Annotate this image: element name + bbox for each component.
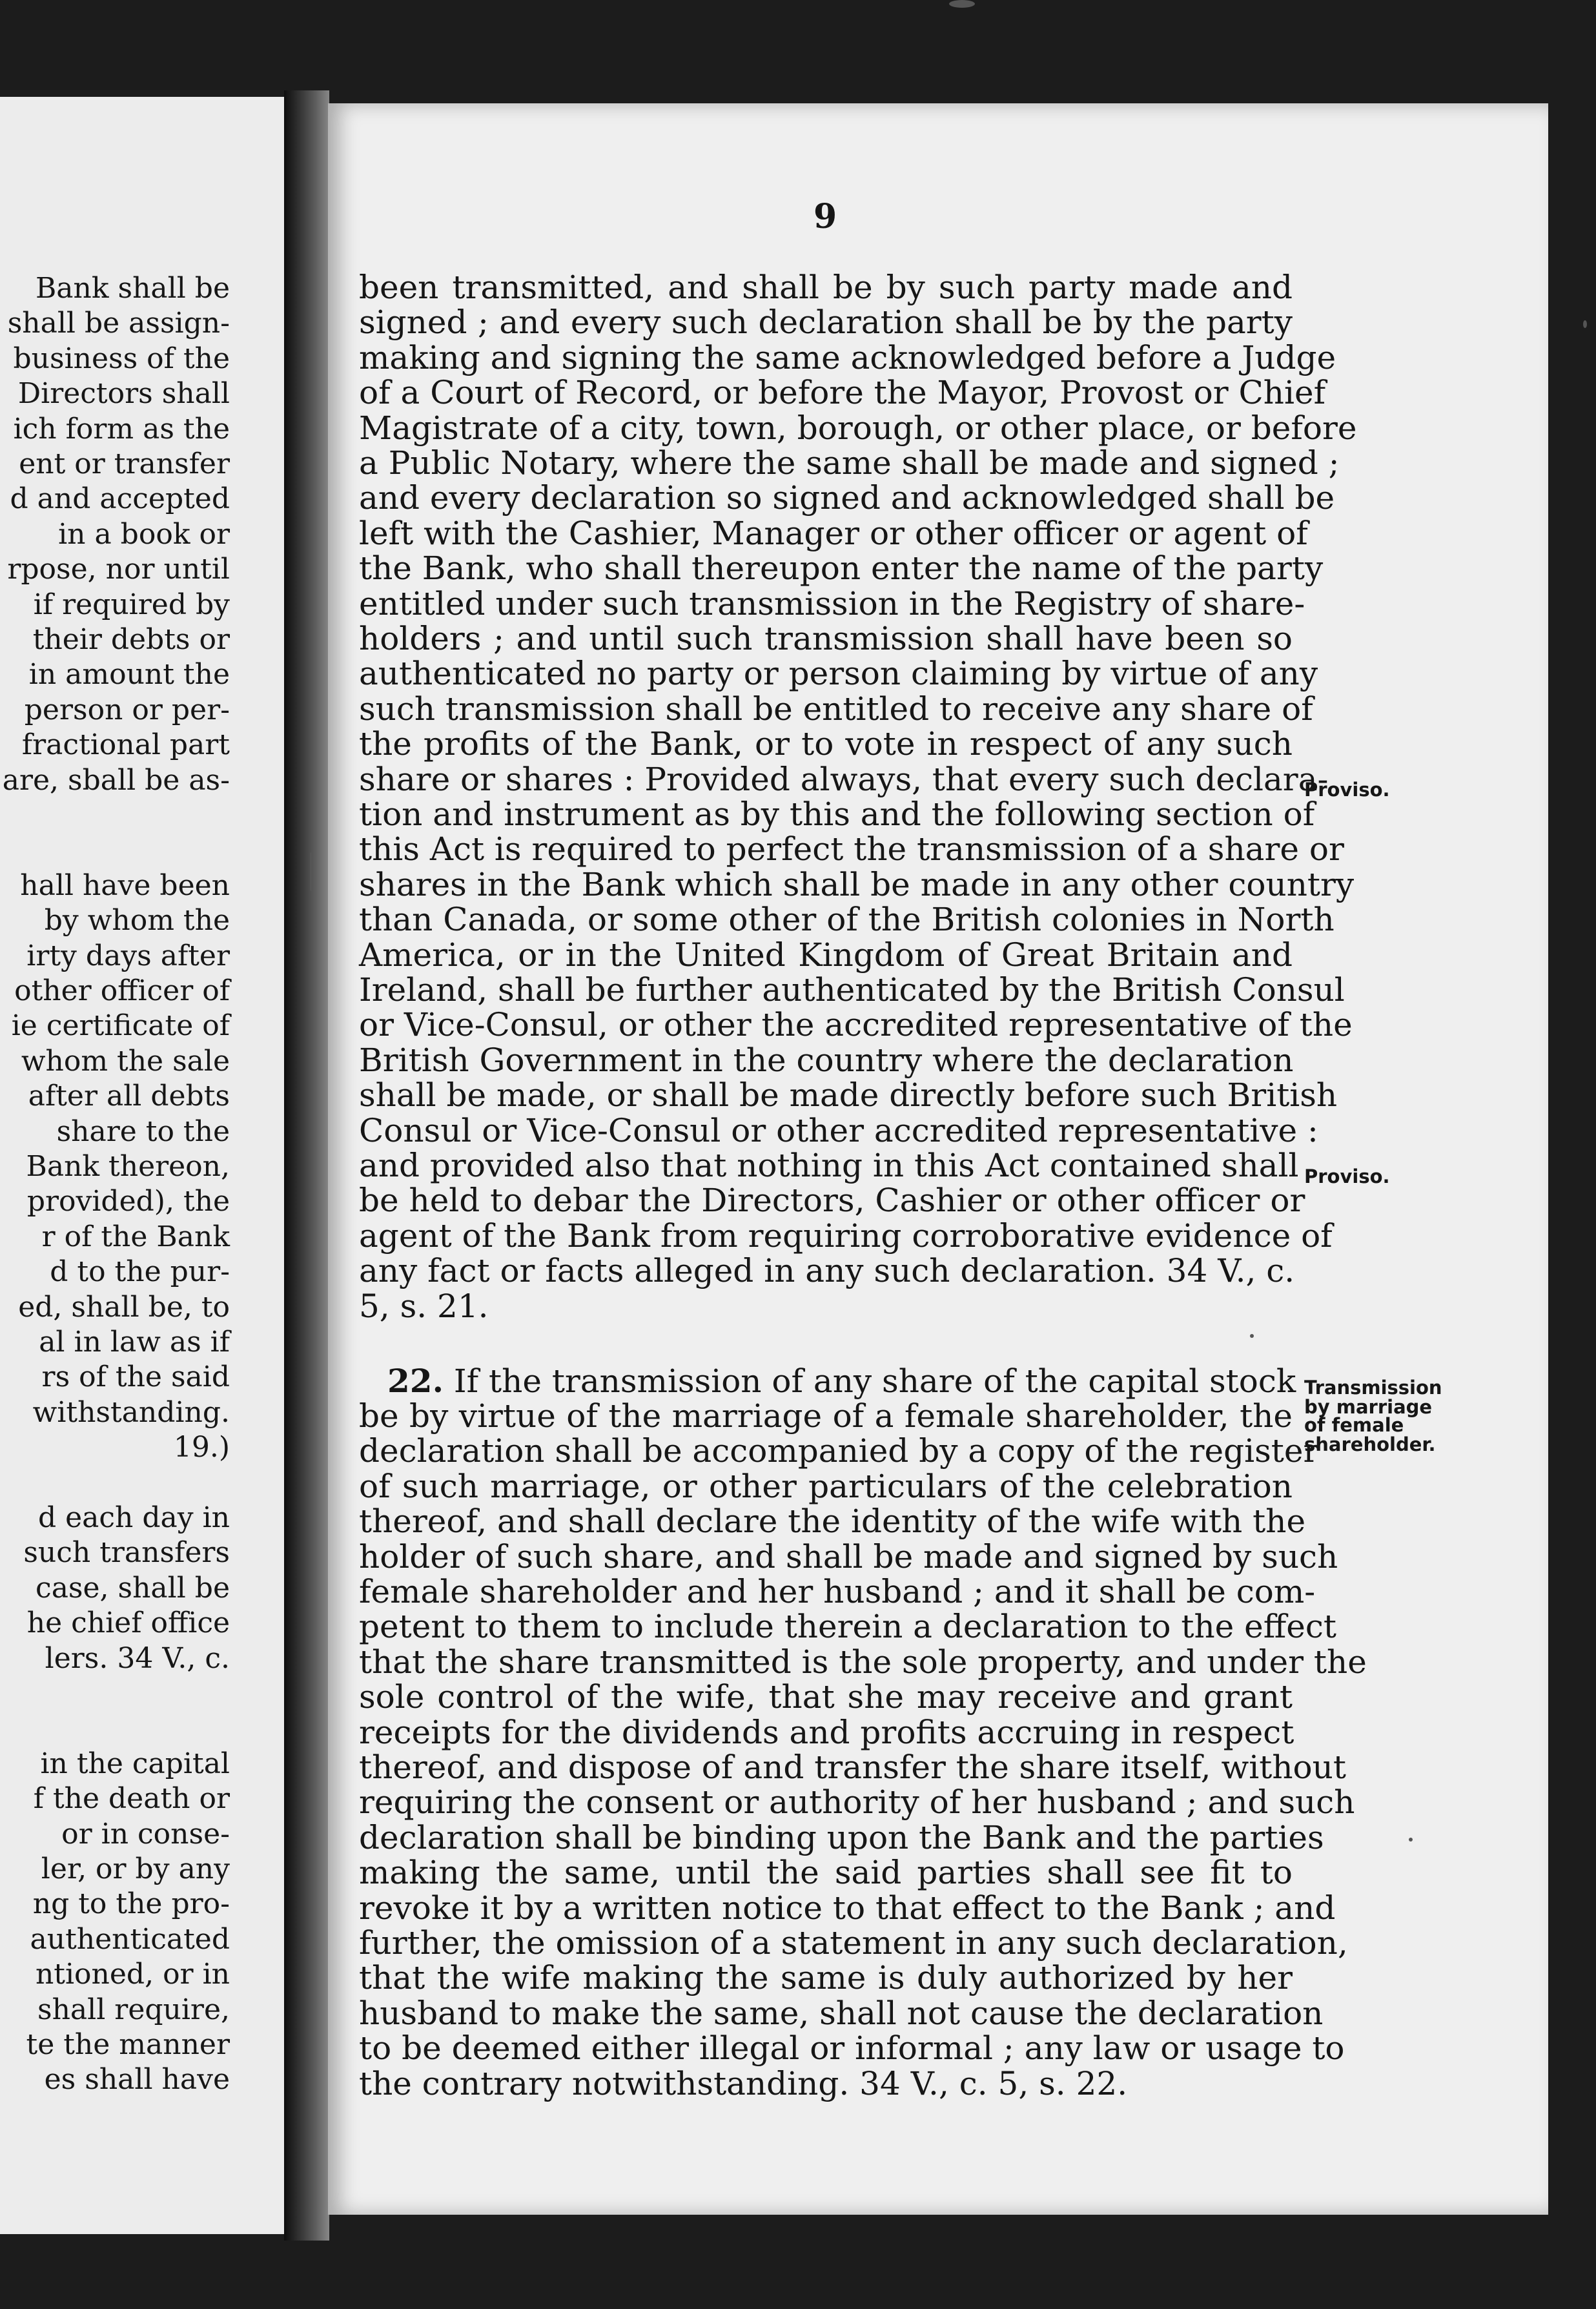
book-gutter [284, 90, 329, 2241]
margin-note-transmission-3: of female [1304, 1414, 1404, 1436]
previous-page-line: d and accepted [10, 482, 230, 516]
previous-page-line: r of the Bank [41, 1220, 230, 1253]
previous-page-fragment [0, 97, 284, 2234]
section-21-line: Ireland, shall be further authenticated by the British Consul [359, 971, 1345, 1009]
section-21-line: than Canada, or some other of the British colonies in North [359, 901, 1335, 939]
section-21-line: authenticated no party or person claiming by virtue of any [359, 655, 1318, 693]
section-21-line: America, or in the United Kingdom of Great Britain and [359, 936, 1293, 974]
previous-page-line: d each day in [37, 1501, 230, 1534]
previous-page-line: ed, shall be, to [18, 1290, 230, 1324]
previous-page-line: irty days after [26, 939, 230, 972]
section-21-line: Consul or Vice-Consul or other accredited representative : [359, 1111, 1318, 1149]
section-21-line: and every declaration so signed and acknowledged shall be [359, 479, 1335, 517]
previous-page-line: he chief office [26, 1606, 230, 1640]
margin-note-transmission-2: by marriage [1304, 1396, 1433, 1418]
section-22-line: declaration shall be binding upon the Bank and the parties [359, 1818, 1324, 1856]
margin-note-proviso-2: Proviso. [1304, 1165, 1390, 1187]
section-21-line: this Act is required to perfect the transmission of a share or [359, 830, 1344, 868]
previous-page-line: in a book or [58, 517, 230, 551]
section-22-line: petent to them to include therein a declaration to the effect [359, 1608, 1336, 1646]
section-22-line: thereof, and shall declare the identity of the wife with the [359, 1503, 1306, 1541]
previous-page-line: d to the pur- [50, 1255, 230, 1289]
section-22-line: female shareholder and her husband ; and it shall be com- [359, 1573, 1316, 1610]
previous-page-line: authenticated [30, 1922, 230, 1956]
previous-page-line: withstanding. [32, 1395, 230, 1429]
previous-page-line: in the capital [40, 1747, 230, 1780]
margin-note-transmission-4: shareholder. [1304, 1433, 1436, 1455]
section-21-line: or Vice-Consul, or other the accredited representative of the [359, 1006, 1353, 1044]
previous-page-line: lers. 34 V., c. [45, 1641, 230, 1675]
section-21-line: left with the Cashier, Manager or other officer or agent of [359, 514, 1308, 552]
previous-page-line: if required by [33, 588, 230, 621]
previous-page-line: shall be assign- [7, 307, 230, 340]
section-22-number: 22. [387, 1362, 444, 1400]
section-21-line: signed ; and every such declaration shall be by the party [359, 303, 1293, 342]
section-22-line: receipts for the dividends and profits accruing in respect [359, 1713, 1294, 1751]
section-22-line: the contrary notwithstanding. 34 V., c. 5, s. 22. [359, 2064, 1128, 2102]
section-21-line: and provided also that nothing in this Act contained shall [359, 1147, 1299, 1184]
section-22-line: to be deemed either illegal or informal ; any law or usage to [359, 2029, 1345, 2068]
previous-page-line: hall have been [20, 868, 230, 902]
previous-page-line: such transfers [23, 1536, 230, 1570]
previous-page-line: fractional part [21, 728, 230, 762]
section-21-line: share or shares : Provided always, that every such declara- [359, 760, 1329, 798]
previous-page-line: es shall have [44, 2063, 230, 2097]
previous-page-line: rpose, nor until [7, 553, 230, 586]
previous-page-line: te the manner [26, 2028, 230, 2061]
section-21-line: shall be made, or shall be made directly before such British [359, 1076, 1338, 1114]
previous-page-line: share to the [56, 1114, 230, 1148]
previous-page-line: provided), the [26, 1185, 230, 1218]
previous-page-line: ntioned, or in [35, 1958, 230, 1991]
section-21-line: making and signing the same acknowledged before a Judge [359, 338, 1336, 376]
previous-page-line: ich form as the [13, 412, 230, 446]
previous-page-line: whom the sale [21, 1044, 230, 1078]
section-22-first-line [387, 1362, 1296, 1400]
section-22-line: making the same, until the said parties shall see fit to [359, 1854, 1293, 1892]
section-22-line: further, the omission of a statement in any such declaration, [359, 1924, 1348, 1962]
previous-page-line: in amount the [28, 658, 230, 692]
section-21-line: the profits of the Bank, or to vote in respect of any such [359, 725, 1293, 763]
previous-page-line: by whom the [44, 904, 230, 938]
section-22-first-line-text: If the transmission of any share of the capital stock [444, 1362, 1296, 1400]
section-21-line: holders ; and until such transmission shall have been so [359, 620, 1293, 657]
section-22-line: that the share transmitted is the sole property, and under the [359, 1643, 1367, 1681]
previous-page-line: are, sball be as- [2, 763, 230, 797]
previous-page-line: ie certificate of [11, 1009, 230, 1043]
previous-page-line: rs of the said [41, 1360, 230, 1394]
section-22-line: requiring the consent or authority of her husband ; and such [359, 1783, 1355, 1822]
section-21-line: be held to debar the Directors, Cashier or other officer or [359, 1182, 1305, 1220]
previous-page-line: ler, or by any [41, 1852, 230, 1885]
section-21-line: a Public Notary, where the same shall be made and signed ; [359, 444, 1340, 482]
section-22-line: sole control of the wife, that she may receive and grant [359, 1678, 1293, 1716]
previous-page-line: Directors shall [17, 377, 230, 411]
section-21-line: such transmission shall be entitled to receive any share of [359, 690, 1313, 728]
section-21-line: entitled under such transmission in the Registry of share- [359, 584, 1305, 622]
section-21-line: of a Court of Record, or before the Mayor, Provost or Chief [359, 374, 1326, 412]
previous-page-line: business of the [13, 342, 230, 375]
previous-page-line: their debts or [32, 623, 230, 656]
section-22-line: that the wife making the same is duly authorized by her [359, 1959, 1293, 1997]
section-21-line: the Bank, who shall thereupon enter the name of the party [359, 549, 1324, 588]
section-21-line: any fact or facts alleged in any such declaration. 34 V., c. [359, 1252, 1295, 1290]
section-22-line: husband to make the same, shall not cause the declaration [359, 1994, 1324, 2032]
section-22-line: holder of such share, and shall be made and signed by such [359, 1537, 1338, 1575]
margin-note-proviso-1: Proviso. [1304, 779, 1390, 801]
previous-page-line: Bank thereon, [26, 1150, 230, 1183]
previous-page-line: al in law as if [39, 1326, 230, 1359]
section-21-line: Magistrate of a city, town, borough, or other place, or before [359, 409, 1357, 447]
previous-page-line: or in conse- [61, 1817, 230, 1851]
previous-page-line: after all debts [28, 1080, 230, 1113]
page-number: 9 [813, 197, 837, 236]
previous-page-line: other officer of [14, 974, 230, 1007]
previous-page-line: case, shall be [36, 1571, 230, 1605]
section-22-line: of such marriage, or other particulars of the celebration [359, 1467, 1293, 1505]
section-22-line: revoke it by a written notice to that effect to the Bank ; and [359, 1889, 1336, 1927]
section-21-line: agent of the Bank from requiring corroborative evidence of [359, 1216, 1333, 1255]
section-21-line: been transmitted, and shall be by such party made and [359, 269, 1293, 306]
section-21-line: British Government in the country where the declaration [359, 1041, 1294, 1079]
previous-page-line: ng to the pro- [32, 1887, 230, 1921]
margin-note-transmission-1: Transmission [1304, 1377, 1442, 1399]
section-21-line: 5, s. 21. [359, 1287, 489, 1325]
previous-page-line: shall require, [37, 1993, 230, 2026]
previous-page-line: Bank shall be [35, 272, 230, 305]
section-22-line: declaration shall be accompanied by a copy of the register [359, 1432, 1319, 1470]
section-22-line: be by virtue of the marriage of a female shareholder, the [359, 1397, 1293, 1435]
previous-page-line: f the death or [33, 1782, 230, 1816]
section-21-line: tion and instrument as by this and the following section of [359, 795, 1315, 833]
previous-page-line: ent or transfer [19, 447, 230, 480]
previous-page-line: person or per- [24, 693, 230, 726]
section-21-line: shares in the Bank which shall be made in any other country [359, 865, 1355, 903]
section-22-line: thereof, and dispose of and transfer the share itself, without [359, 1749, 1346, 1786]
previous-page-line: 19.) [173, 1431, 230, 1464]
